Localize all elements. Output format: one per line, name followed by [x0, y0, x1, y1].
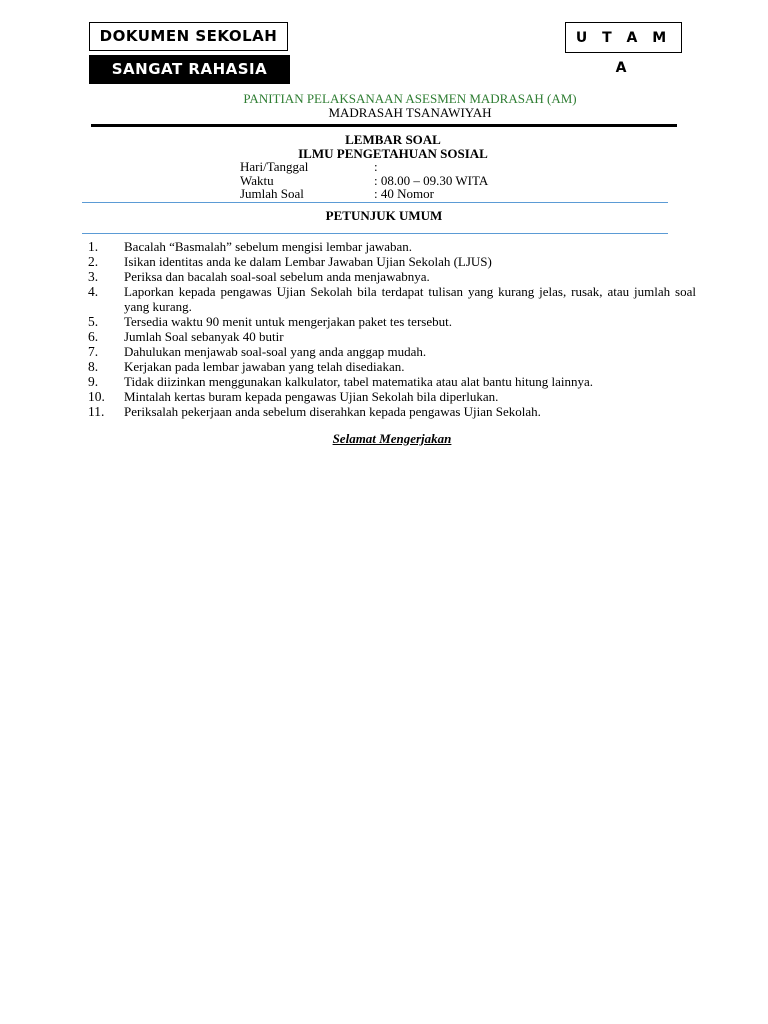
subject-title: ILMU PENGETAHUAN SOSIAL [298, 146, 488, 161]
item-number: 10. [88, 388, 105, 404]
list-item [88, 315, 696, 330]
school-name: MADRASAH TSANAWIYAH [328, 105, 492, 120]
item-text: Laporkan kepada pengawas Ujian Sekolah bila terdapat tulisan yang kurang jelas, rusak, atau jumlah soal yang kurang. [124, 284, 696, 314]
list-item [88, 360, 696, 375]
item-text: Mintalah kertas buram kepada pengawas Ujian Sekolah bila diperlukan. [124, 388, 499, 404]
sheet-title: LEMBAR SOAL [345, 132, 441, 147]
document-type-label: DOKUMEN SEKOLAH [99, 27, 278, 45]
item-number: 1. [88, 239, 99, 254]
list-item [88, 270, 696, 285]
item-number: 8. [88, 358, 99, 374]
document-type-box [89, 22, 288, 51]
item-text: Tidak diizinkan menggunakan kalkulator, tabel matematika atau alat bantu hitung lainnya. [124, 373, 594, 389]
closing-message: Selamat Mengerjakan [332, 431, 452, 446]
info-row-count [240, 187, 434, 201]
section-divider-bottom [82, 233, 668, 234]
item-text: Isikan identitas anda ke dalam Lembar Jawaban Ujian Sekolah (LJUS) [124, 254, 492, 269]
list-item [88, 390, 696, 405]
instructions-list [88, 240, 696, 420]
item-text: Periksalah pekerjaan anda sebelum diserahkan kepada pengawas Ujian Sekolah. [124, 403, 541, 419]
utama-box [565, 22, 682, 76]
item-number: 4. [88, 284, 99, 299]
list-item [88, 375, 696, 390]
item-number: 7. [88, 343, 99, 359]
list-item [88, 330, 696, 345]
item-text: Kerjakan pada lembar jawaban yang telah disediakan. [124, 358, 405, 374]
info-value: : [374, 159, 378, 174]
info-value: : 08.00 – 09.30 WITA [374, 173, 489, 188]
item-text: Periksa dan bacalah soal-soal sebelum anda menjawabnya. [124, 269, 430, 284]
item-number: 2. [88, 254, 99, 269]
list-item [88, 240, 696, 255]
header-divider [91, 124, 677, 127]
utama-label: U T A M A [575, 30, 672, 76]
info-label: Hari/Tanggal [240, 159, 309, 174]
confidential-label: SANGAT RAHASIA [111, 60, 268, 78]
item-text: Tersedia waktu 90 menit untuk mengerjakan paket tes tersebut. [124, 313, 452, 329]
item-number: 9. [88, 373, 99, 389]
item-number: 6. [88, 328, 99, 344]
item-text: Bacalah “Basmalah” sebelum mengisi lembar jawaban. [124, 239, 413, 254]
item-number: 5. [88, 313, 99, 329]
list-item [88, 405, 696, 420]
info-label: Waktu [240, 173, 274, 188]
item-text: Dahulukan menjawab soal-soal yang anda anggap mudah. [124, 343, 427, 359]
item-number: 11. [88, 403, 105, 419]
section-divider-top [82, 202, 668, 203]
instructions-heading: PETUNJUK UMUM [325, 208, 443, 223]
info-row-date [240, 160, 378, 174]
item-number: 3. [88, 269, 99, 284]
confidential-banner [89, 55, 290, 84]
list-item [88, 345, 696, 360]
list-item [88, 285, 696, 314]
info-label: Jumlah Soal [240, 186, 304, 201]
committee-name: PANITIAN PELAKSANAAN ASESMEN MADRASAH (AM) [243, 91, 577, 106]
info-value: : 40 Nomor [374, 186, 434, 201]
list-item [88, 255, 696, 270]
item-text: Jumlah Soal sebanyak 40 butir [124, 328, 284, 344]
